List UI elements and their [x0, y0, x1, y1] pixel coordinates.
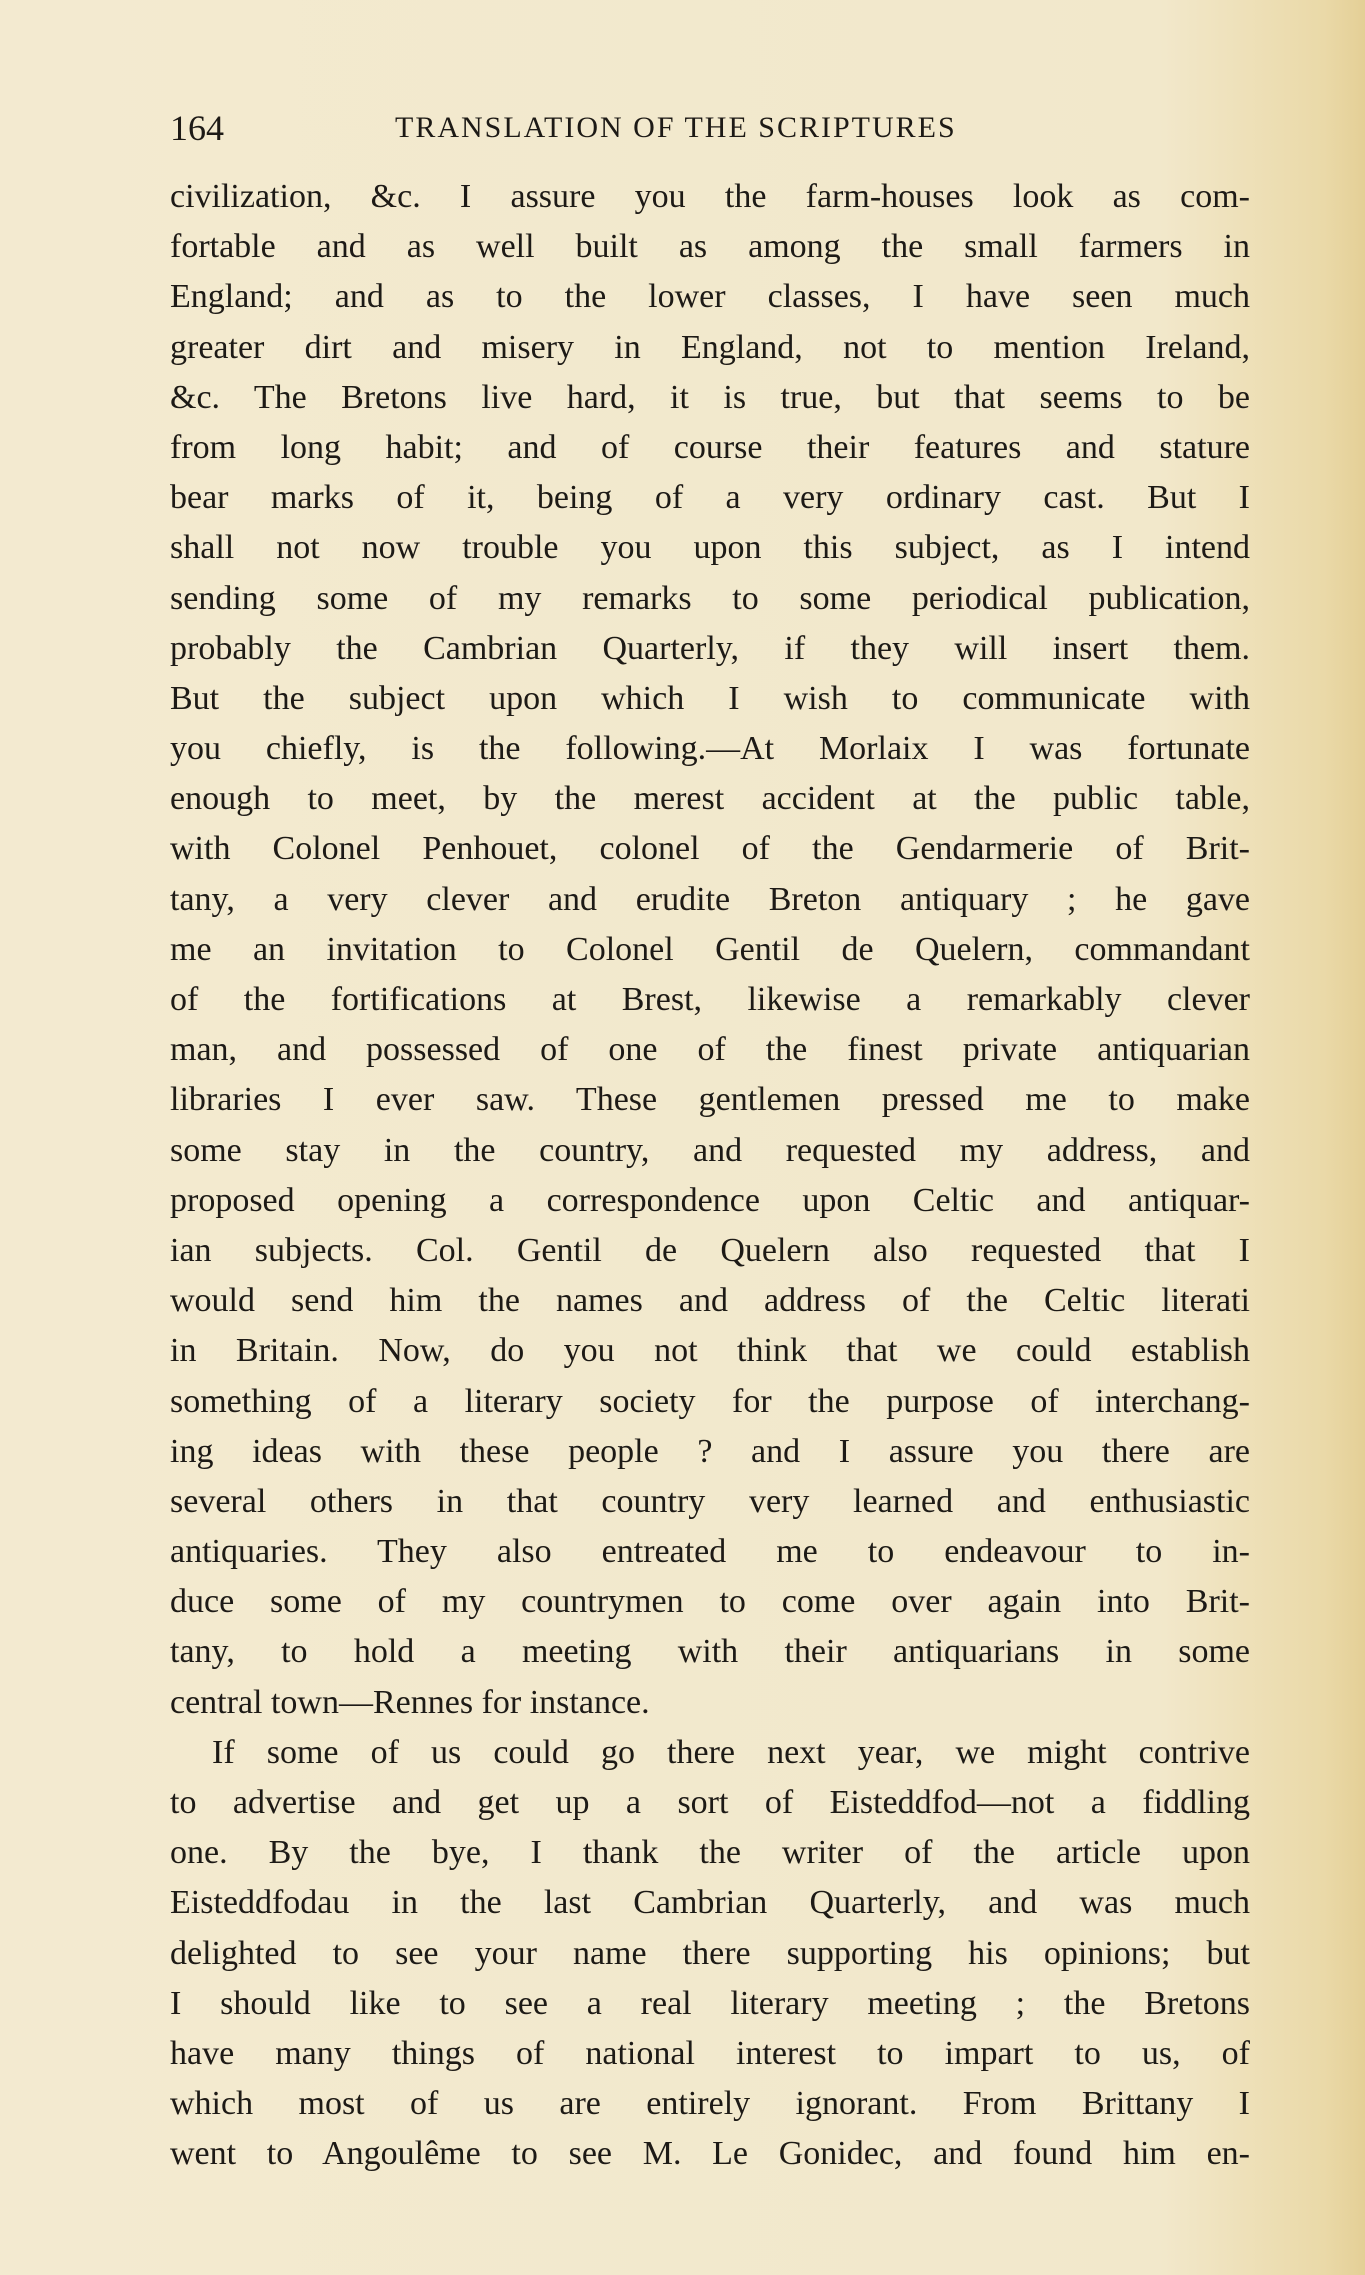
- paragraph: [170, 172, 1250, 1728]
- text-line: proposed opening a correspondence upon Celtic and antiquar-: [170, 1181, 1250, 1219]
- body-text: [170, 172, 1250, 2180]
- text-line: central town—Rennes for instance.: [170, 1683, 650, 1721]
- paragraph: [170, 1728, 1250, 2180]
- text-line: greater dirt and misery in England, not to mention Ireland,: [170, 328, 1250, 366]
- text-line: duce some of my countrymen to come over again into Brit-: [170, 1583, 1250, 1621]
- text-line: went to Angoulême to see M. Le Gonidec, and found him en-: [170, 2135, 1250, 2173]
- text-line: bear marks of it, being of a very ordinary cast. But I: [170, 479, 1250, 517]
- text-line: with Colonel Penhouet, colonel of the Gendarmerie of Brit-: [170, 830, 1250, 868]
- text-line: antiquaries. They also entreated me to endeavour to in-: [170, 1533, 1250, 1571]
- text-line: England; and as to the lower classes, I have seen much: [170, 278, 1250, 316]
- text-line: fortable and as well built as among the small farmers in: [170, 228, 1250, 266]
- text-line: probably the Cambrian Quarterly, if they will insert them.: [170, 629, 1250, 667]
- text-line: civilization, &c. I assure you the farm-houses look as com-: [170, 178, 1250, 215]
- text-line: something of a literary society for the purpose of interchang-: [170, 1382, 1250, 1420]
- running-head: [170, 100, 1250, 156]
- text-line: you chiefly, is the following.—At Morlaix I was fortunate: [170, 730, 1250, 768]
- text-line: which most of us are entirely ignorant. From Brittany I: [170, 2085, 1250, 2123]
- text-line: But the subject upon which I wish to communicate with: [170, 679, 1250, 717]
- text-line: in Britain. Now, do you not think that we could establish: [170, 1332, 1250, 1370]
- text-line: man, and possessed of one of the finest private antiquarian: [170, 1031, 1250, 1069]
- text-line: would send him the names and address of the Celtic literati: [170, 1282, 1250, 1320]
- text-line: of the fortifications at Brest, likewise a remarkably clever: [170, 981, 1250, 1018]
- text-line: tany, to hold a meeting with their antiquarians in some: [170, 1633, 1250, 1671]
- text-line: tany, a very clever and erudite Breton antiquary ; he gave: [170, 880, 1250, 918]
- text-line: to advertise and get up a sort of Eisteddfod—not a fiddling: [170, 1784, 1250, 1821]
- text-line: me an invitation to Colonel Gentil de Quelern, commandant: [170, 930, 1250, 968]
- text-line: libraries I ever saw. These gentlemen pressed me to make: [170, 1081, 1250, 1119]
- page-number: 164: [170, 108, 224, 148]
- text-line: Eisteddfodau in the last Cambrian Quarterly, and was much: [170, 1884, 1250, 1922]
- text-line: I should like to see a real literary meeting ; the Bretons: [170, 1984, 1250, 2022]
- text-line: several others in that country very learned and enthusiastic: [170, 1482, 1250, 1520]
- running-title: TRANSLATION OF THE SCRIPTURES: [395, 111, 957, 144]
- text-line: &c. The Bretons live hard, it is true, but that seems to be: [170, 378, 1250, 416]
- text-line: some stay in the country, and requested my address, and: [170, 1131, 1250, 1169]
- text-line: enough to meet, by the merest accident at the public table,: [170, 780, 1250, 818]
- text-line: shall not now trouble you upon this subject, as I intend: [170, 529, 1250, 567]
- text-line: sending some of my remarks to some periodical publication,: [170, 579, 1250, 617]
- text-line: If some of us could go there next year, we might contrive: [212, 1733, 1250, 1771]
- text-line: delighted to see your name there supporting his opinions; but: [170, 1934, 1250, 1972]
- text-line: one. By the bye, I thank the writer of the article upon: [170, 1834, 1250, 1872]
- text-line: ing ideas with these people ? and I assure you there are: [170, 1432, 1250, 1470]
- text-line: have many things of national interest to impart to us, of: [170, 2034, 1250, 2072]
- text-line: ian subjects. Col. Gentil de Quelern also requested that I: [170, 1231, 1250, 1269]
- text-line: from long habit; and of course their features and stature: [170, 428, 1250, 466]
